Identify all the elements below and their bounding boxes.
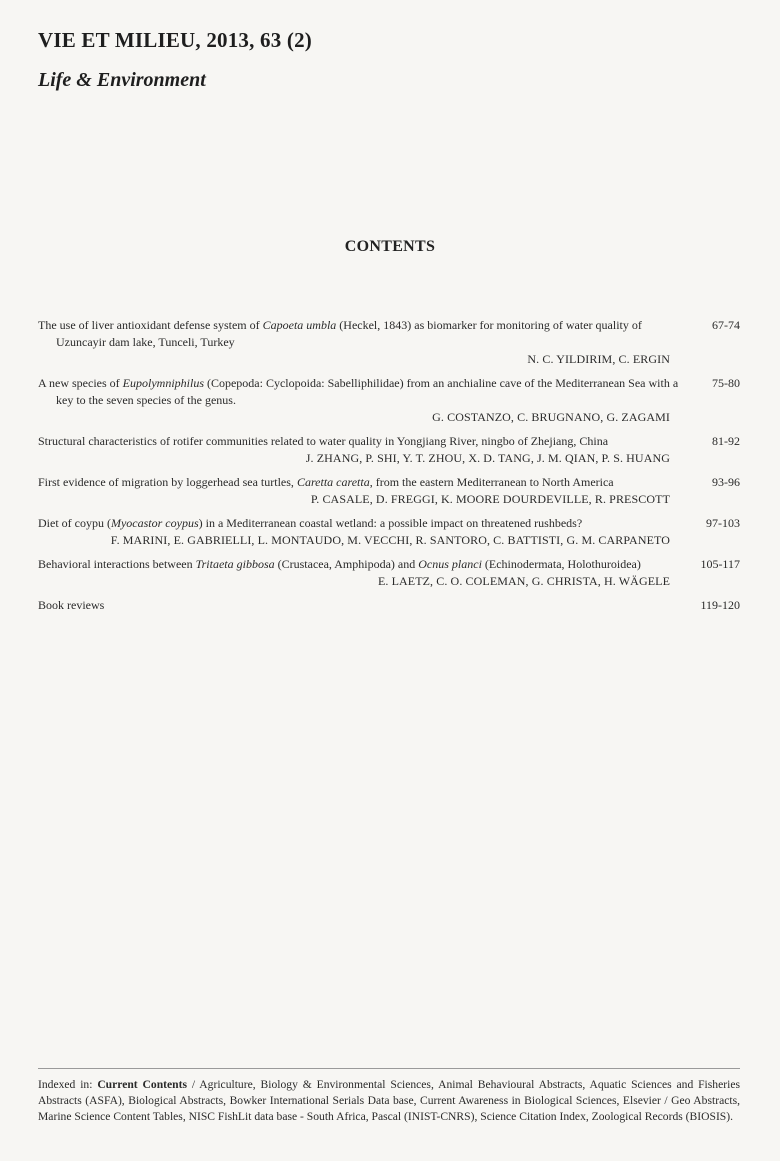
entry-authors: G. COSTANZO, C. BRUGNANO, G. ZAGAMI bbox=[432, 410, 670, 424]
species-name: Eupolymniphilus bbox=[122, 376, 204, 390]
toc-entry[interactable] bbox=[38, 375, 740, 426]
title-text: (Copepoda: Cyclopoida: Sabelliphilidae) from an anchialine cave of the Mediterranean Sea with a key to the seven species of the genus. bbox=[56, 376, 679, 407]
title-text: ) in a Mediterranean coastal wetland: a possible impact on threatened rushbeds? bbox=[198, 516, 583, 530]
entry-title bbox=[38, 474, 686, 491]
table-of-contents bbox=[38, 317, 740, 621]
entry-authors: J. ZHANG, P. SHI, Y. T. ZHOU, X. D. TANG, J. M. QIAN, P. S. HUANG bbox=[305, 451, 670, 465]
journal-title: VIE ET MILIEU, 2013, 63 (2) bbox=[38, 28, 312, 52]
indexing-footer bbox=[38, 1077, 740, 1125]
entry-title bbox=[38, 515, 686, 532]
title-text: Diet of coypu ( bbox=[38, 516, 111, 530]
entry-title bbox=[38, 317, 686, 351]
page-range: 67-74 bbox=[712, 318, 740, 332]
toc-entry[interactable] bbox=[38, 556, 740, 590]
entry-title bbox=[38, 433, 686, 450]
journal-subtitle: Life & Environment bbox=[38, 69, 206, 91]
toc-entry[interactable] bbox=[38, 317, 740, 368]
species-name: Capoeta umbla bbox=[262, 318, 337, 332]
toc-entry[interactable] bbox=[38, 474, 740, 508]
page-range: 105-117 bbox=[700, 557, 740, 571]
footer-divider bbox=[38, 1068, 740, 1069]
species-name: Ocnus planci bbox=[418, 557, 482, 571]
toc-entry[interactable] bbox=[38, 597, 740, 614]
page-range: 97-103 bbox=[706, 516, 740, 530]
entry-authors: P. CASALE, D. FREGGI, K. MOORE DOURDEVILLE, R. PRESCOTT bbox=[310, 492, 670, 506]
title-text: (Echinodermata, Holothuroidea) bbox=[481, 557, 641, 571]
page-range: 75-80 bbox=[712, 376, 740, 390]
entry-title bbox=[38, 597, 686, 614]
species-name: Caretta caretta bbox=[296, 475, 370, 489]
entry-authors: F. MARINI, E. GABRIELLI, L. MONTAUDO, M. VECCHI, R. SANTORO, C. BATTISTI, G. M. CARPANETO bbox=[110, 533, 670, 547]
title-text: (Crustacea, Amphipoda) and bbox=[274, 557, 419, 571]
entry-authors: N. C. YILDIRIM, C. ERGIN bbox=[527, 352, 670, 366]
toc-entry[interactable] bbox=[38, 515, 740, 549]
footer-label: Indexed in: bbox=[38, 1078, 98, 1091]
title-text: Behavioral interactions between bbox=[38, 557, 196, 571]
page-range: 81-92 bbox=[712, 434, 740, 448]
species-name: Myocastor coypus bbox=[110, 516, 199, 530]
entry-title bbox=[38, 556, 686, 573]
title-text: Structural characteristics of rotifer communities related to water quality in Yongjiang River, ningbo of Zhejiang, China bbox=[38, 434, 609, 448]
page-range: 119-120 bbox=[700, 598, 740, 612]
title-text: First evidence of migration by loggerhead sea turtles, bbox=[38, 475, 297, 489]
entry-authors: E. LAETZ, C. O. COLEMAN, G. CHRISTA, H. WÄGELE bbox=[377, 574, 670, 588]
title-text: Book reviews bbox=[38, 598, 105, 612]
title-text: The use of liver antioxidant defense system of bbox=[38, 318, 263, 332]
footer-highlight: Current Contents bbox=[97, 1078, 187, 1091]
entry-title bbox=[38, 375, 686, 409]
contents-heading: CONTENTS bbox=[344, 238, 436, 255]
page-range: 93-96 bbox=[712, 475, 740, 489]
footer-text: / Agriculture, Biology & Environmental Sciences, Animal Behavioural Abstracts, Aquatic Sciences and Fisheries Abstracts (ASFA), Biological Abstracts, Bowker International Serials Data base, Current Awareness in Biological Sciences, Elsevier / Geo Abstracts, Marine Science Content Tables, NISC FishLit data base - South Africa, Pascal (INIST-CNRS), Science Citation Index, Zoological Records (BIOSIS). bbox=[38, 1078, 740, 1123]
title-text: A new species of bbox=[38, 376, 123, 390]
title-text: , from the eastern Mediterranean to North America bbox=[369, 475, 614, 489]
toc-entry[interactable] bbox=[38, 433, 740, 467]
species-name: Tritaeta gibbosa bbox=[195, 557, 275, 571]
title-text: (Heckel, 1843) as biomarker for monitoring of water quality of Uzuncayir dam lake, Tunceli, Turkey bbox=[56, 318, 642, 349]
